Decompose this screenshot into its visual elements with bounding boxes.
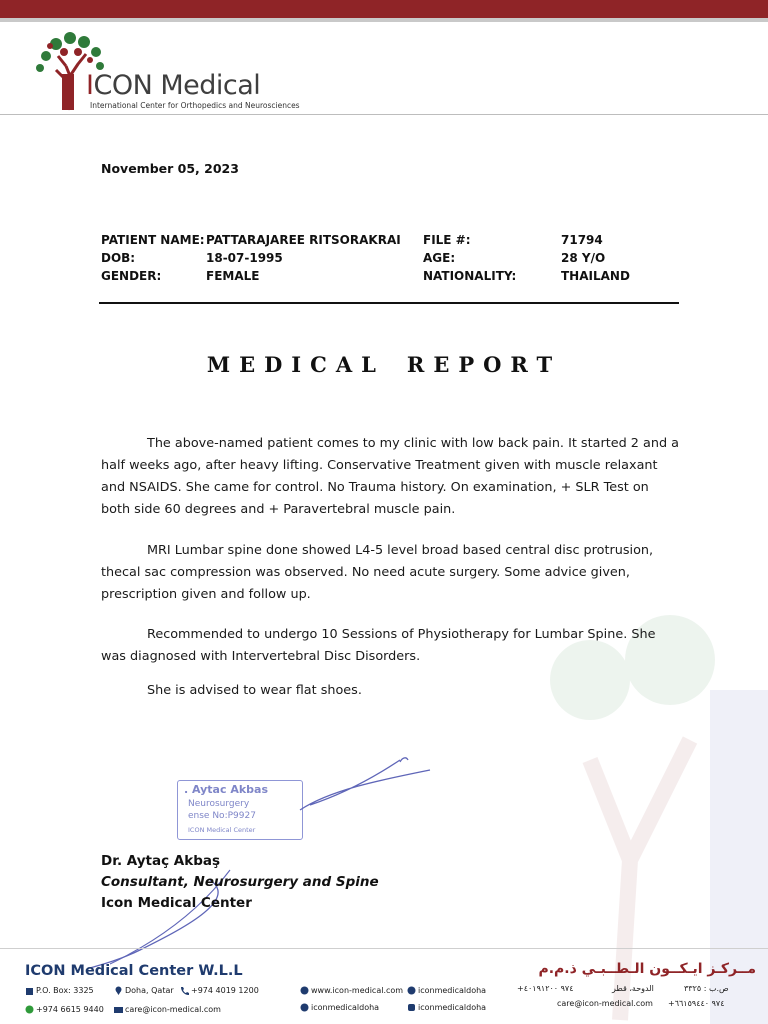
header-shade	[0, 18, 768, 22]
doctor-organization: Icon Medical Center	[101, 895, 252, 911]
dob-value: 18-07-1995	[206, 251, 283, 265]
title-word-report: REPORT	[406, 352, 562, 377]
file-label: FILE #:	[423, 233, 471, 247]
doctor-name: Dr. Aytaç Akbaş	[101, 853, 221, 869]
paragraph-recommendation: Recommended to undergo 10 Sessions of Physiotherapy for Lumbar Spine. She was diagnosed with Intervertebral Disc Disorders.	[101, 627, 656, 664]
phone-icon	[180, 986, 189, 995]
age-label: AGE:	[423, 251, 456, 265]
file-value: 71794	[561, 233, 603, 247]
footer-ar-phone: +٩٧٤ ٤٠١٩١٢٠٠	[517, 984, 574, 993]
footer-ar-city: الدوحة، قطر	[612, 984, 654, 993]
footer-instagram[interactable]: iconmedicaldoha	[300, 1003, 379, 1012]
footer-website[interactable]: www.icon-medical.com	[300, 986, 403, 995]
report-date: November 05, 2023	[101, 161, 239, 176]
logo-text: ICON Medical	[86, 70, 261, 101]
footer-ar-email: care@icon-medical.com	[557, 999, 653, 1008]
footer-divider	[0, 948, 768, 949]
gender-value: FEMALE	[206, 269, 260, 283]
nationality-value: THAILAND	[561, 269, 630, 283]
patient-info-divider	[99, 302, 679, 304]
nationality-label: NATIONALITY:	[423, 269, 517, 283]
logo-subtitle: International Center for Orthopedics and Neurosciences	[90, 101, 300, 110]
footer-phone[interactable]: +974 4019 1200	[180, 986, 259, 995]
dob-label: DOB:	[101, 251, 136, 265]
age-value: 28 Y/O	[561, 251, 606, 265]
footer-social[interactable]: iconmedicaldoha	[407, 1003, 486, 1012]
header-divider	[0, 114, 768, 115]
camera-icon	[407, 1003, 416, 1012]
gender-label: GENDER:	[101, 269, 162, 283]
stamp-license: ense No:P9927	[188, 811, 256, 821]
facebook-icon	[407, 986, 416, 995]
footer-ar-pobox: ص.ب : ٣٣٢٥	[684, 984, 729, 993]
location-pin-icon	[114, 986, 123, 995]
paragraph-mri: MRI Lumbar spine done showed L4-5 level broad based central disc protrusion, thecal sac compression was observed. No need acute surgery. Some advice given, prescription given and follow up.	[101, 543, 654, 602]
footer-pobox: P.O. Box: 3325	[25, 986, 94, 995]
instagram-icon	[300, 1003, 309, 1012]
patient-name-value: PATTARAJAREE RITSORAKRAI	[206, 233, 401, 247]
building-icon	[25, 986, 34, 995]
paragraph-history: The above-named patient comes to my clinic with low back pain. It started 2 and a half weeks ago, after heavy lifting. Conservative Treatment given with muscle relaxant and NSAIDS. She came for control. No Trauma history. On examination, + SLR Test on both side 60 degrees and + Paravertebral muscle pain.	[101, 436, 679, 517]
report-title	[0, 352, 768, 377]
stamp-name: . Aytac Akbas	[184, 783, 269, 796]
footer-city: Doha, Qatar	[114, 986, 174, 995]
footer-facebook[interactable]: iconmedicaldoha	[407, 986, 486, 995]
footer-email[interactable]: care@icon-medical.com	[114, 1005, 221, 1014]
footer-company-name: ICON Medical Center W.L.L	[25, 963, 243, 979]
footer-whatsapp[interactable]: +974 6615 9440	[25, 1005, 104, 1014]
paragraph-advice: She is advised to wear flat shoes.	[147, 683, 362, 698]
patient-name-label: PATIENT NAME:	[101, 233, 205, 247]
whatsapp-icon	[25, 1005, 34, 1014]
mail-icon	[114, 1005, 123, 1014]
stamp-specialty: Neurosurgery	[188, 799, 250, 809]
stamp-org: ICON Medical Center	[188, 826, 256, 834]
globe-icon	[300, 986, 309, 995]
doctor-title: Consultant, Neurosurgery and Spine	[101, 874, 379, 890]
footer-ar-whatsapp: +٩٧٤ ٦٦١٥٩٤٤٠	[668, 999, 725, 1008]
footer-company-name-arabic: مــركـز ايـكــون الـطــبـي ذ.م.م	[538, 961, 756, 977]
header-color-bar	[0, 0, 768, 18]
title-word-medical: MEDICAL	[206, 352, 385, 377]
